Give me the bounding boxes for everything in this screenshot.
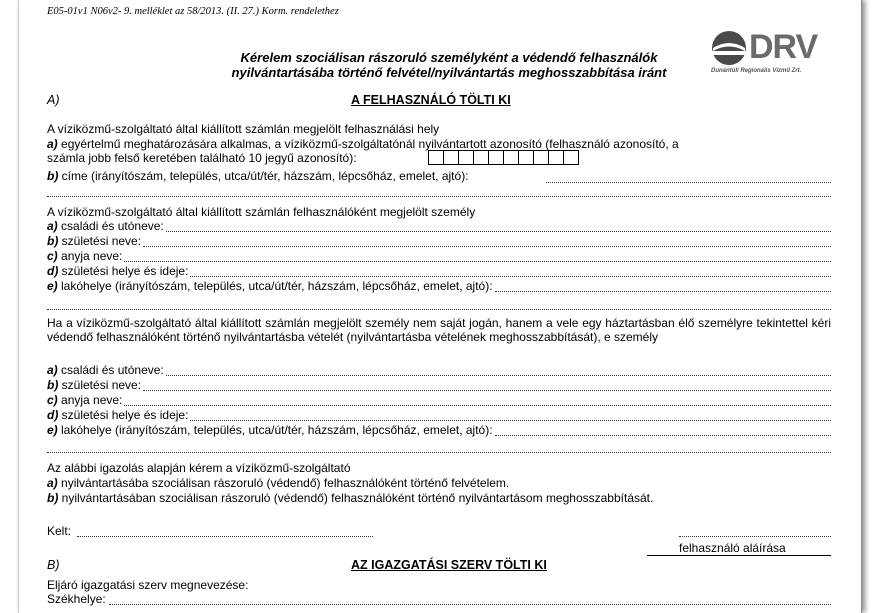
drv-logo: [709, 24, 829, 84]
person-field-row: [47, 234, 141, 248]
person-address-line-2[interactable]: [47, 309, 831, 310]
place-a-text-2: számla jobb felső keretében található 10 jegyű azonosító):: [47, 151, 357, 165]
other-field-text: születési helye és ideje:: [61, 408, 189, 422]
other-field-row: [47, 363, 164, 377]
request-a-label: a): [47, 476, 58, 490]
id-digit-box[interactable]: [488, 150, 504, 165]
person-field-text: születési helye és ideje:: [61, 264, 189, 278]
person-field-input[interactable]: [143, 246, 831, 247]
person-field-label: d): [47, 264, 62, 278]
other-field-row: [47, 393, 122, 407]
person-field-text: lakóhelye (irányítószám, település, utca/út/tér, házszám, lépcsőház, emelet, ajtó):: [61, 279, 493, 293]
request-b-line: [47, 491, 653, 505]
place-b-text: címe (irányítószám, település, utca/út/tér, házszám, lépcsőház, emelet, ajtó):: [61, 169, 469, 183]
header-reference: E05-01v1 N06v2- 9. melléklet az 58/2013. (II. 27.) Korm. rendelethez: [47, 6, 339, 17]
person-field-row: [47, 279, 493, 293]
person-field-label: e): [47, 279, 62, 293]
id-digit-box[interactable]: [473, 150, 489, 165]
section-a-letter: A): [47, 93, 60, 107]
kelt-label: Kelt:: [47, 524, 72, 538]
person-field-text: születési neve:: [61, 234, 142, 248]
request-b-label: b): [47, 491, 59, 505]
place-b-line: [47, 169, 469, 183]
other-field-input[interactable]: [124, 405, 831, 406]
request-a-line: [47, 476, 509, 490]
other-field-input[interactable]: [495, 435, 831, 436]
document-page: [18, 0, 862, 613]
person-field-label: c): [47, 249, 62, 263]
person-field-input[interactable]: [190, 276, 831, 277]
other-field-row: [47, 378, 141, 392]
person-field-row: [47, 219, 164, 233]
signature-field[interactable]: [679, 536, 831, 537]
person-field-label: a): [47, 219, 62, 233]
place-a-text: egyértelmű meghatározására alkalmas, a víziközmű-szolgáltatónál nyilvántartott azonosító (felhasználó azonosító, a: [61, 137, 679, 151]
authority-label: Eljáró igazgatási szerv megnevezése:: [47, 578, 249, 592]
id-digit-box[interactable]: [428, 150, 444, 165]
id-digit-box[interactable]: [503, 150, 519, 165]
signature-label: felhasználó aláírása: [679, 541, 786, 555]
other-field-row: [47, 408, 188, 422]
person-field-input[interactable]: [495, 291, 831, 292]
id-digit-box[interactable]: [458, 150, 474, 165]
place-a-label: a): [47, 137, 58, 151]
address-field[interactable]: [546, 182, 831, 183]
user-id-boxes[interactable]: [429, 150, 579, 165]
place-intro: A víziközmű-szolgáltató által kiállított számlán megjelölt felhasználási hely: [47, 122, 440, 136]
other-field-text: lakóhelye (irányítószám, település, utca/út/tér, házszám, lépcsőház, emelet, ajtó):: [61, 423, 493, 437]
signature-rule: [647, 555, 831, 556]
other-field-label: a): [47, 363, 62, 377]
other-field-label: b): [47, 378, 62, 392]
section-b-heading: AZ IGAZGATÁSI SZERV TÖLTI KI: [351, 558, 547, 572]
form-title-line-2: nyilvántartásába történő felvétel/nyilvántartás meghosszabbítása iránt: [231, 65, 667, 80]
seat-field[interactable]: [109, 604, 831, 605]
request-intro: Az alábbi igazolás alapján kérem a víziközmű-szolgáltató: [47, 461, 351, 475]
person-field-text: anyja neve:: [61, 249, 123, 263]
section-b-letter: B): [47, 558, 60, 572]
person-field-input[interactable]: [124, 261, 831, 262]
id-digit-box[interactable]: [443, 150, 459, 165]
id-digit-box[interactable]: [533, 150, 549, 165]
section-a-heading: A FELHASZNÁLÓ TÖLTI KI: [351, 93, 511, 107]
other-field-label: e): [47, 423, 62, 437]
seat-label: Székhelye:: [47, 592, 106, 606]
request-b-text: nyilvántartásában szociálisan rászoruló (védendő) felhasználóként történő nyilvántartásom meghosszabbítását.: [61, 491, 654, 505]
person-field-row: [47, 264, 188, 278]
person-field-input[interactable]: [166, 231, 831, 232]
person-intro: A víziközmű-szolgáltató által kiállított számlán felhasználóként megjelölt személy: [47, 205, 476, 219]
kelt-field[interactable]: [77, 536, 373, 537]
id-digit-box[interactable]: [518, 150, 534, 165]
other-field-row: [47, 423, 493, 437]
person-field-label: b): [47, 234, 62, 248]
form-title-line-1: Kérelem szociálisan rászoruló személyként a védendő felhasználók: [240, 50, 658, 65]
place-a-line: [47, 137, 679, 151]
request-a-text: nyilvántartásába szociálisan rászoruló (védendő) felhasználóként történő felvételem.: [61, 476, 510, 490]
other-field-text: anyja neve:: [61, 393, 123, 407]
other-field-input[interactable]: [166, 375, 831, 376]
logo-subtitle: Dunántúli Regionális Vízmű Zrt.: [711, 68, 802, 74]
other-field-input[interactable]: [190, 420, 831, 421]
address-field-line-2[interactable]: [47, 196, 831, 197]
other-field-label: c): [47, 393, 62, 407]
other-field-input[interactable]: [143, 390, 831, 391]
person-field-text: családi és utóneve:: [61, 219, 164, 233]
other-address-line-2[interactable]: [47, 452, 831, 453]
place-b-label: b): [47, 169, 59, 183]
id-digit-box[interactable]: [563, 150, 579, 165]
other-field-text: születési neve:: [61, 378, 142, 392]
other-field-text: családi és utóneve:: [61, 363, 164, 377]
logo-text: DRV: [749, 28, 818, 66]
other-field-label: d): [47, 408, 62, 422]
id-digit-box[interactable]: [548, 150, 564, 165]
other-person-intro: Ha a víziközmű-szolgáltató által kiállított számlán megjelölt személy nem saját jogán, hanem a vele egy háztartásban élő személyre tekintettel kéri védendő felhasználóként történő nyilvántartásba vételét (nyilvántartásba vételének meghosszabbítását), e személy: [47, 316, 831, 344]
person-field-row: [47, 249, 122, 263]
